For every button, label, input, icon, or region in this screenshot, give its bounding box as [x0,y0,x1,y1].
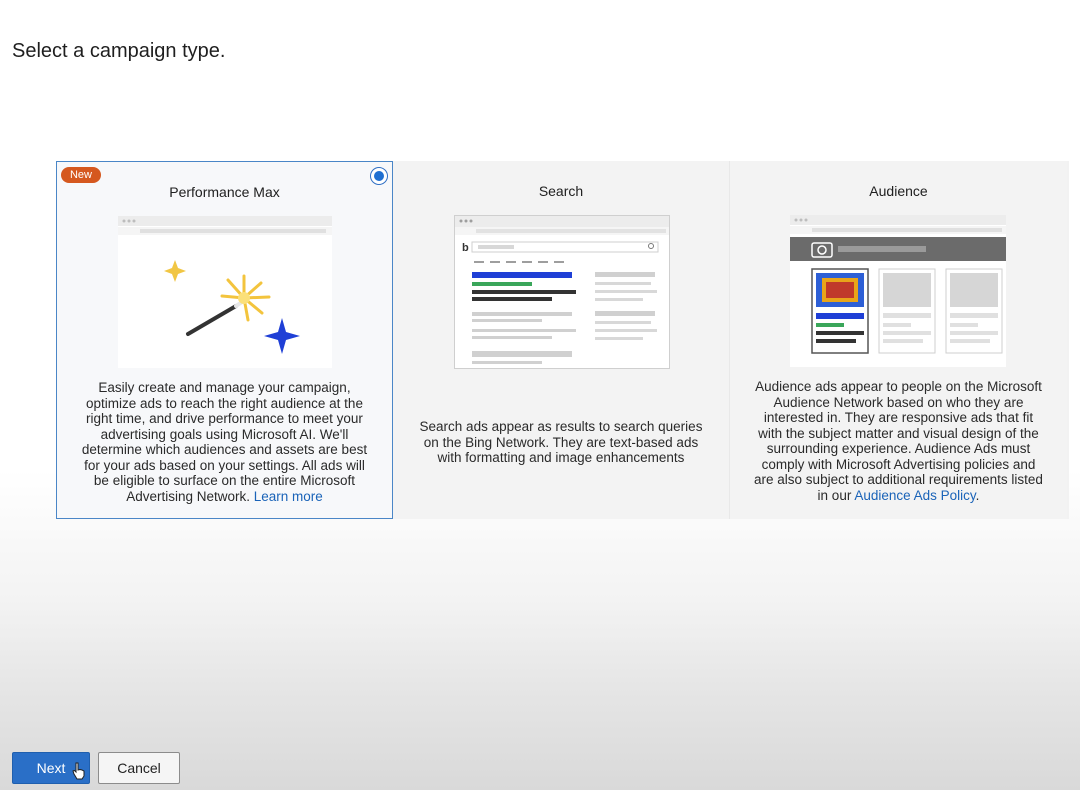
search-results-illustration [454,215,670,369]
card-title-audience: Audience [869,183,928,199]
audience-ads-policy-link[interactable]: Audience Ads Policy [854,487,976,503]
card-description-audience: Audience ads appear to people on the Microsoft Audience Network based on who they are interested in. They are responsive ads that fit with the subject matter and visual design of the surrounding experience. Audience Ads must comply with Microsoft Advertising policies and are also subject to additional requirements listed in our Audience Ads Policy. [754,379,1043,503]
svg-text:b: b [462,242,469,254]
card-title-search: Search [538,183,584,199]
audience-ads-illustration [790,215,1006,367]
campaign-type-cards [56,161,1069,519]
card-description-performance-max: Easily create and manage your campaign, optimize ads to reach the right audience at the right time, and drive performance to meet your advertising goals using Microsoft AI. We'll determine which audiences and assets are best for your ads based on your settings. All ads will be eligible to surface on the entire Microsoft Advertising Network. Learn more [81,380,368,504]
radio-selected-dot [374,171,384,181]
new-badge: New [61,167,101,183]
page-title: Select a campaign type. [12,40,226,62]
card-audience[interactable] [730,161,1067,519]
performance-max-radio[interactable] [370,167,388,185]
cancel-button[interactable]: Cancel [98,752,180,784]
learn-more-link[interactable]: Learn more [253,488,323,504]
magic-wand-illustration [118,216,332,368]
next-button[interactable]: Next [12,752,90,784]
hand-cursor-icon [72,762,86,780]
card-search[interactable] [393,161,730,519]
card-title-performance-max: Performance Max [169,184,280,200]
card-description-search: Search ads appear as results to search queries on the Bing Network. They are text-based ads with formatting and image enhancements [419,419,703,465]
card-performance-max[interactable] [56,161,393,519]
